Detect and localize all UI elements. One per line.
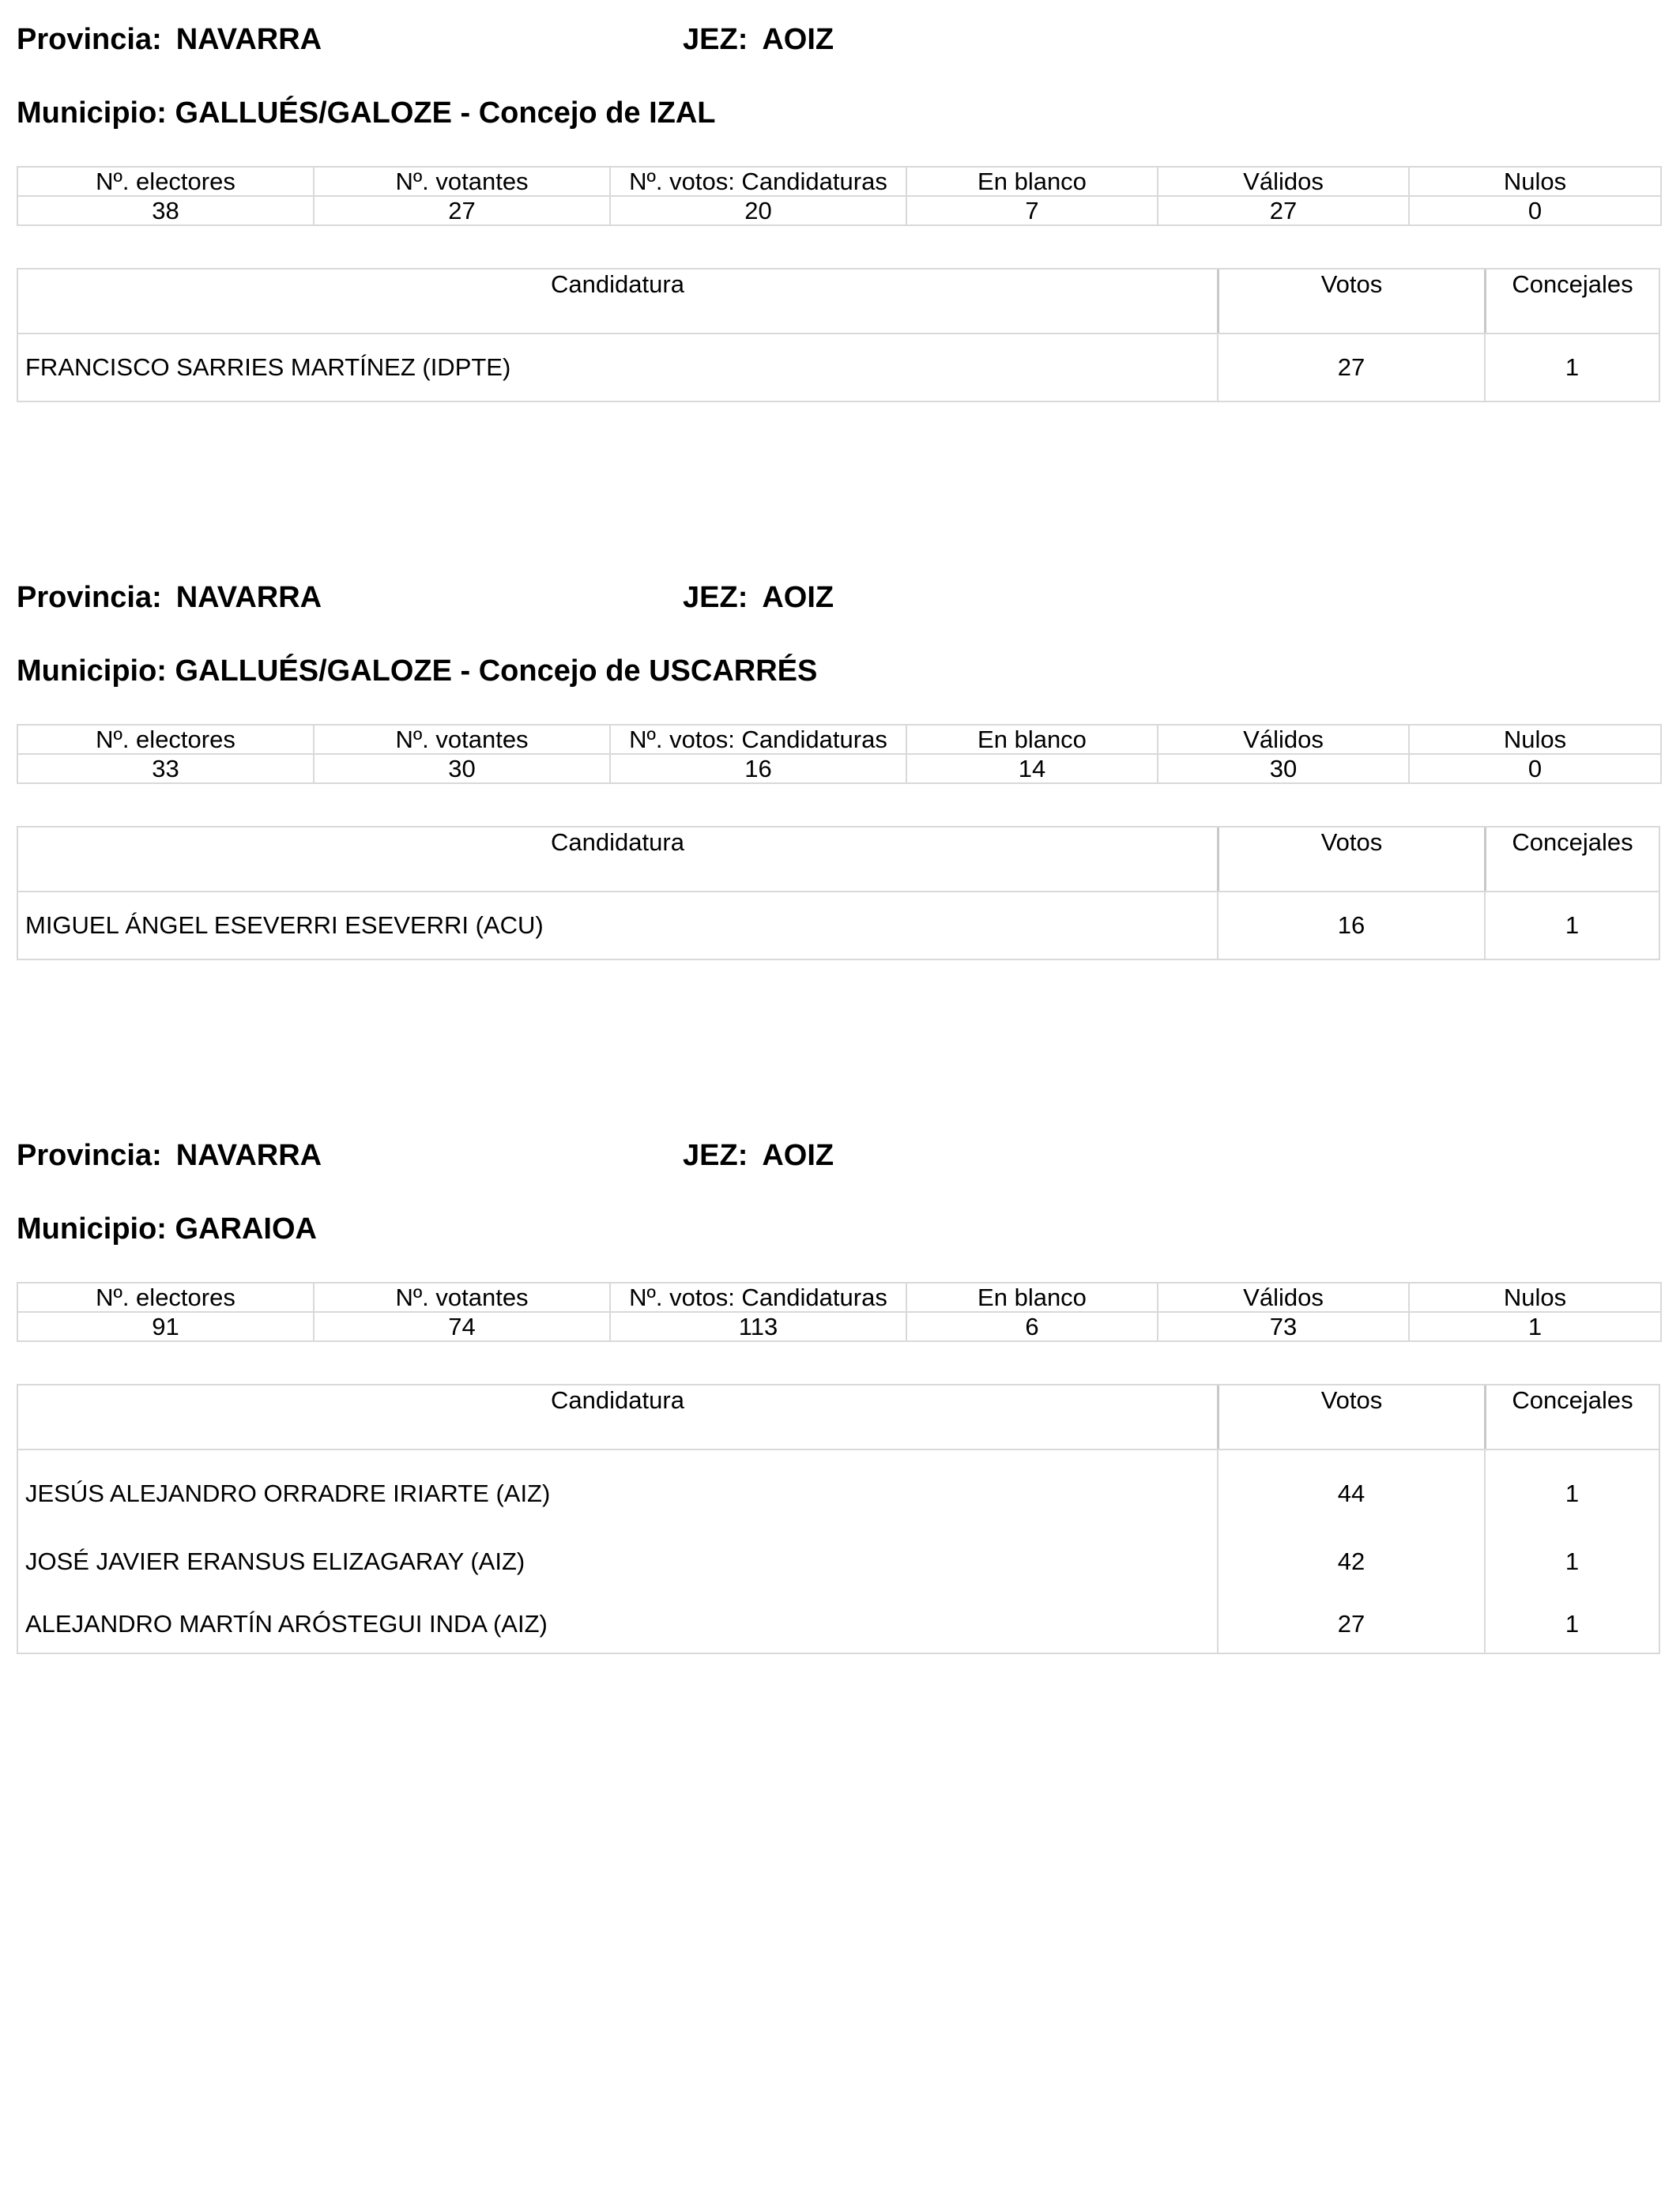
- provincia: Provincia: NAVARRA: [17, 23, 322, 56]
- stats-value: 27: [314, 196, 610, 225]
- candidate-concejales: 1: [1484, 1528, 1659, 1596]
- candidates-header: [18, 270, 1659, 334]
- candidate-name: JESÚS ALEJANDRO ORRADRE IRIARTE (AIZ): [25, 1480, 551, 1507]
- candidate-concejales: 1: [1484, 1450, 1659, 1528]
- candidate-concejales: 1: [1484, 334, 1659, 401]
- jez: JEZ: AOIZ: [683, 1139, 834, 1172]
- stats-value: 33: [17, 754, 314, 783]
- stats-header: Nº. electores: [17, 1283, 314, 1312]
- stats-header: Nº. electores: [17, 725, 314, 754]
- concejales-header: Concejales: [1484, 270, 1659, 333]
- candidate-votos: 42: [1217, 1528, 1484, 1596]
- municipio-title: Municipio: GALLUÉS/GALOZE - Concejo de IZAL: [17, 96, 716, 130]
- candidate-row: [18, 1450, 1659, 1528]
- stats-value-row: [17, 754, 1661, 783]
- stats-header-row: [17, 167, 1661, 196]
- votos-header: Votos: [1217, 1385, 1484, 1449]
- candidatura-header: Candidatura: [551, 828, 684, 856]
- concejales-header: Concejales: [1484, 827, 1659, 891]
- stats-header: Nº. votantes: [314, 1283, 610, 1312]
- municipio-title: Municipio: GARAIOA: [17, 1212, 317, 1246]
- candidate-name: JOSÉ JAVIER ERANSUS ELIZAGARAY (AIZ): [25, 1547, 525, 1575]
- votos-header: Votos: [1217, 270, 1484, 333]
- candidate-votos: 16: [1217, 892, 1484, 959]
- municipio-title: Municipio: GALLUÉS/GALOZE - Concejo de USCARRÉS: [17, 654, 818, 688]
- stats-value: 27: [1158, 196, 1409, 225]
- stats-header: Nº. electores: [17, 167, 314, 196]
- stats-header: Nº. votantes: [314, 167, 610, 196]
- stats-header: Nº. votos: Candidaturas: [610, 167, 906, 196]
- votos-header: Votos: [1217, 827, 1484, 891]
- stats-value: 30: [314, 754, 610, 783]
- stats-value: 113: [610, 1312, 906, 1341]
- stats-value: 30: [1158, 754, 1409, 783]
- candidate-concejales: 1: [1484, 1596, 1659, 1653]
- provincia: Provincia: NAVARRA: [17, 1139, 322, 1172]
- candidate-votos: 27: [1217, 334, 1484, 401]
- candidates-table: [17, 826, 1660, 960]
- candidatura-header: Candidatura: [551, 1386, 684, 1414]
- stats-value: 6: [906, 1312, 1158, 1341]
- stats-value: 38: [17, 196, 314, 225]
- result-block-garaioa: [17, 1136, 1660, 1638]
- stats-table: [17, 1282, 1662, 1342]
- stats-value: 14: [906, 754, 1158, 783]
- jez: JEZ: AOIZ: [683, 23, 834, 56]
- stats-header: Nº. votantes: [314, 725, 610, 754]
- candidate-row: [18, 892, 1659, 959]
- candidate-row: [18, 334, 1659, 401]
- candidate-name: FRANCISCO SARRIES MARTÍNEZ (IDPTE): [25, 353, 511, 381]
- stats-header: Nulos: [1409, 725, 1661, 754]
- candidate-votos: 27: [1217, 1596, 1484, 1653]
- candidatura-header: Candidatura: [551, 270, 684, 298]
- result-block-izal: [17, 20, 1660, 381]
- candidate-concejales: 1: [1484, 892, 1659, 959]
- stats-header: Nº. votos: Candidaturas: [610, 1283, 906, 1312]
- stats-header: Nº. votos: Candidaturas: [610, 725, 906, 754]
- stats-header-row: [17, 1283, 1661, 1312]
- province-header: [17, 1136, 1660, 1175]
- candidate-name: MIGUEL ÁNGEL ESEVERRI ESEVERRI (ACU): [25, 911, 544, 939]
- candidates-table: [17, 268, 1660, 402]
- candidates-header: [18, 1385, 1659, 1450]
- result-block-uscarres: [17, 578, 1660, 939]
- stats-value: 91: [17, 1312, 314, 1341]
- stats-header: Nulos: [1409, 167, 1661, 196]
- candidate-votos: 44: [1217, 1450, 1484, 1528]
- stats-header: Válidos: [1158, 167, 1409, 196]
- stats-table: [17, 166, 1662, 226]
- candidates-table: [17, 1384, 1660, 1654]
- candidates-header: [18, 827, 1659, 892]
- stats-value: 0: [1409, 754, 1661, 783]
- provincia: Provincia: NAVARRA: [17, 581, 322, 614]
- stats-value: 20: [610, 196, 906, 225]
- stats-value: 0: [1409, 196, 1661, 225]
- stats-header: En blanco: [906, 1283, 1158, 1312]
- stats-table: [17, 724, 1662, 784]
- stats-value: 7: [906, 196, 1158, 225]
- province-header: [17, 578, 1660, 617]
- stats-header: Válidos: [1158, 725, 1409, 754]
- stats-value: 1: [1409, 1312, 1661, 1341]
- stats-value-row: [17, 1312, 1661, 1341]
- concejales-header: Concejales: [1484, 1385, 1659, 1449]
- stats-header: Válidos: [1158, 1283, 1409, 1312]
- jez: JEZ: AOIZ: [683, 581, 834, 614]
- candidate-row: [18, 1528, 1659, 1596]
- stats-value: 73: [1158, 1312, 1409, 1341]
- candidate-row: [18, 1596, 1659, 1653]
- stats-header: En blanco: [906, 725, 1158, 754]
- stats-value: 74: [314, 1312, 610, 1341]
- candidate-name: ALEJANDRO MARTÍN ARÓSTEGUI INDA (AIZ): [25, 1610, 548, 1638]
- stats-value: 16: [610, 754, 906, 783]
- stats-value-row: [17, 196, 1661, 225]
- province-header: [17, 20, 1660, 59]
- stats-header-row: [17, 725, 1661, 754]
- stats-header: En blanco: [906, 167, 1158, 196]
- stats-header: Nulos: [1409, 1283, 1661, 1312]
